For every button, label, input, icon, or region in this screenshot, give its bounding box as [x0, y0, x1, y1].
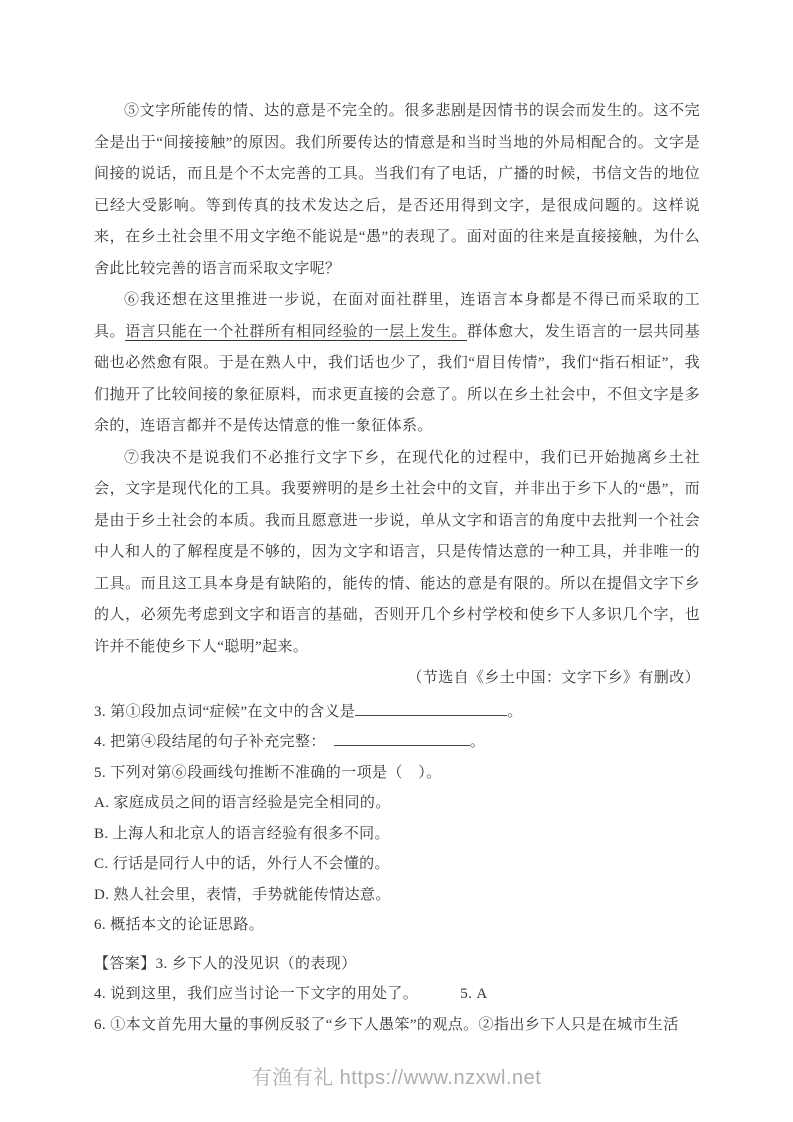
question-5-option-b: B. 上海人和北京人的语言经验有很多不同。 — [94, 825, 390, 842]
question-5-option-d: D. 熟人社会里，表情，手势就能传情达意。 — [94, 886, 391, 903]
paragraph-6 — [94, 285, 700, 443]
answer-3: 3. 乡下人的没见识（的表现） — [155, 955, 357, 972]
source-attribution: （节选自《乡土中国：文字下乡》有删改） — [407, 670, 700, 686]
site-watermark: 有渔有礼 https://www.nzxwl.net — [251, 1067, 542, 1089]
answers-section — [94, 949, 700, 1041]
question-3 — [94, 697, 700, 728]
answer-4-5-line — [94, 979, 700, 1010]
paragraph-5: ⑤文字所能传的情、达的意是不完全的。很多悲剧是因情书的误会而发生的。这不完全是出于“间接接触”的原因。我们所要传达的情意是和当时当地的外局相配合的。文字是间接的说话，而且是个不太完善的工具。当我们有了电话，广播的时候，书信文告的地位已经大受影响。等到传真的技术发达之后，是否还用得到文字，是很成问题的。这样说来，在乡土社会里不用文字绝不能说是“愚”的表现了。面对面的往来是直接接触，为什么舍此比较完善的语言而采取文字呢？ — [94, 103, 700, 277]
paragraph-7: ⑦我决不是说我们不必推行文字下乡，在现代化的过程中，我们已开始抛离乡土社会，文字是现代化的工具。我要辨明的是乡土社会中的文盲，并非出于乡下人的“愚”，而是由于乡土社会的本质。我而且愿意进一步说，单从文字和语言的角度中去批判一个社会中人和人的了解程度是不够的，因为文字和语言，只是传情达意的一种工具，并非唯一的工具。而且这工具本身是有缺陷的，能传的情、能达的意是有限的。所以在提倡文字下乡的人，必须先考虑到文字和语言的基础，否则开几个乡村学校和使乡下人多识几个字，也许并不能使乡下人“聪明”起来。 — [94, 449, 700, 655]
question-3-text: 3. 第①段加点词“症候”在文中的含义是 — [94, 703, 356, 720]
question-3-blank-line — [355, 702, 507, 716]
question-4-blank-line — [334, 732, 470, 746]
question-5-option-c: C. 行话是同行人中的话，外行人不会懂的。 — [94, 856, 390, 872]
question-4-period: 。 — [469, 734, 486, 750]
answer-5: 5. A — [460, 986, 488, 1002]
paragraph-6-pre: ⑥我还想在这里推进一步说，在面对面社群里，连语言本身都是不得已而采取的工具。 — [94, 292, 700, 340]
question-4 — [94, 727, 700, 758]
answer-4: 4. 说到这里，我们应当讨论一下文字的用处了。 — [94, 986, 419, 1002]
answer-6-line: 6. ①本文首先用大量的事例反驳了“乡下人愚笨”的观点。②指出乡下人只是在城市生活 — [94, 1016, 679, 1033]
question-5-option-a: A. 家庭成员之间的语言经验是完全相同的。 — [94, 795, 391, 811]
question-3-period: 。 — [507, 703, 523, 720]
question-6: 6. 概括本文的论证思路。 — [94, 917, 265, 933]
article-content — [94, 96, 700, 1040]
answer-3-line — [94, 949, 700, 980]
question-4-text: 4. 把第④段结尾的句子补充完整： — [94, 734, 326, 750]
questions-section — [94, 697, 700, 941]
answer-label: 【答案】 — [94, 955, 156, 972]
question-5: 5. 下列对第⑥段画线句推断不准确的一项是（ ）。 — [94, 764, 442, 781]
paragraph-6-underlined-sentence: 语言只能在一个社群所有相同经验的一层上发生。 — [125, 323, 467, 340]
paragraph-6-post: 群体愈大，发生语言的一层共同基础也必然愈有限。于是在熟人中，我们话也少了，我们“眉目传情”，我们“指石相证”，我们抛开了比较间接的象征原料，而求更直接的会意了。所以在乡土社会中，不但文字是多余的，连语言都并不是传达情意的惟一象征体系。 — [94, 323, 700, 434]
